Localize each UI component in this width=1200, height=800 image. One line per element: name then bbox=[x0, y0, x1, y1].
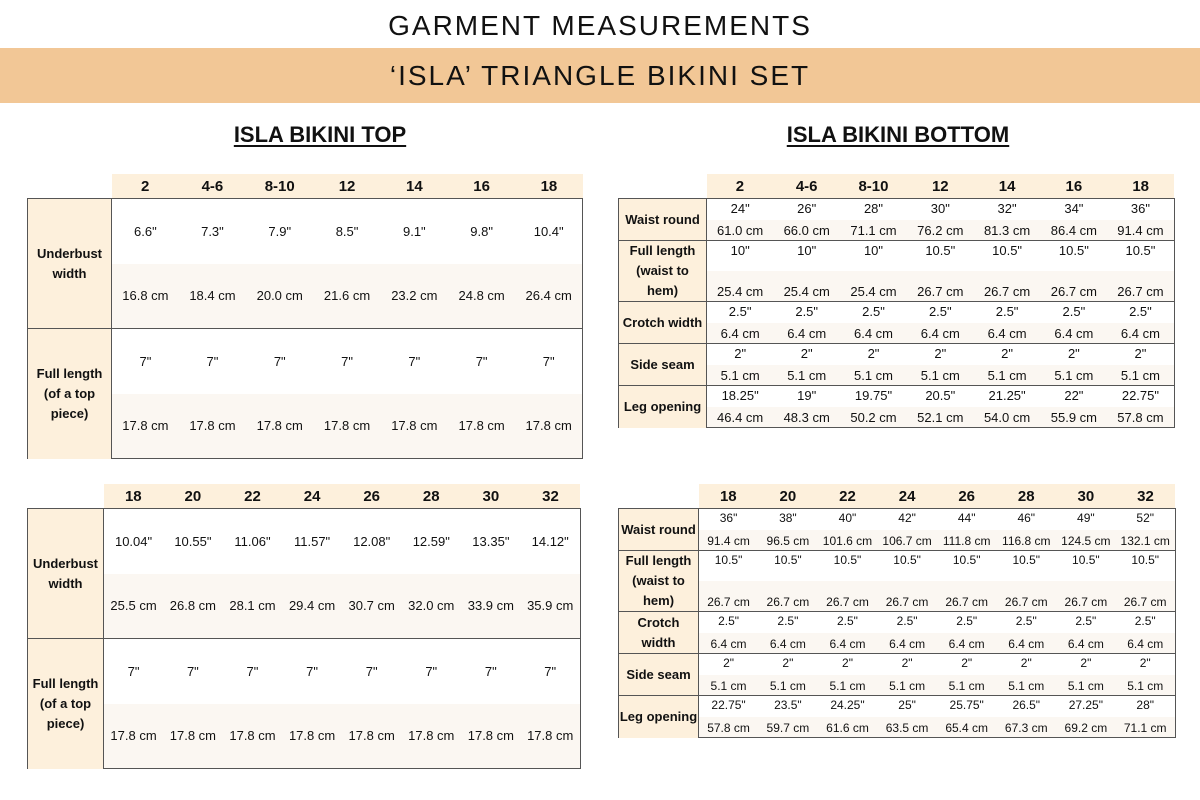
inch-value: 10" bbox=[773, 241, 840, 272]
inch-value: 12.59" bbox=[401, 509, 461, 574]
cm-value: 5.1 cm bbox=[974, 365, 1041, 386]
inch-value: 44" bbox=[937, 509, 997, 530]
inch-value: 2" bbox=[937, 654, 997, 675]
inch-value: 2.5" bbox=[1107, 302, 1174, 323]
cm-value: 26.7 cm bbox=[1040, 271, 1107, 302]
cm-value: 28.1 cm bbox=[223, 574, 283, 639]
measurement-row-inches bbox=[28, 199, 583, 264]
inch-value: 10.5" bbox=[877, 551, 937, 582]
cm-value: 26.4 cm bbox=[515, 264, 582, 329]
inch-value: 11.57" bbox=[282, 509, 342, 574]
cm-value: 5.1 cm bbox=[707, 365, 774, 386]
inch-value: 18.25" bbox=[707, 386, 774, 407]
size-header: 18 bbox=[699, 484, 759, 509]
inch-value: 2.5" bbox=[907, 302, 974, 323]
cm-value: 69.2 cm bbox=[1056, 717, 1116, 738]
inch-value: 2" bbox=[996, 654, 1056, 675]
inch-value: 26" bbox=[773, 199, 840, 220]
cm-value: 6.4 cm bbox=[1040, 323, 1107, 344]
row-label-waist-round: Waist round bbox=[619, 509, 699, 551]
size-header: 28 bbox=[996, 484, 1056, 509]
measurement-row-cm bbox=[619, 530, 1176, 551]
inch-value: 10.5" bbox=[974, 241, 1041, 272]
cm-value: 57.8 cm bbox=[699, 717, 759, 738]
bottom-table-small-sizes bbox=[618, 174, 1175, 428]
inch-value: 2.5" bbox=[974, 302, 1041, 323]
inch-value: 10.5" bbox=[818, 551, 878, 582]
inch-value: 10.4" bbox=[515, 199, 582, 264]
measurement-row-inches bbox=[619, 696, 1176, 717]
size-header: 30 bbox=[1056, 484, 1116, 509]
cm-value: 17.8 cm bbox=[448, 394, 515, 459]
inch-value: 25" bbox=[877, 696, 937, 717]
cm-value: 17.8 cm bbox=[282, 704, 342, 769]
cm-value: 76.2 cm bbox=[907, 220, 974, 241]
size-header: 24 bbox=[877, 484, 937, 509]
row-label-full-length: Full length (waist to hem) bbox=[619, 551, 699, 612]
inch-value: 34" bbox=[1040, 199, 1107, 220]
inch-value: 7" bbox=[163, 639, 223, 704]
cm-value: 5.1 cm bbox=[1116, 675, 1176, 696]
page-title: GARMENT MEASUREMENTS bbox=[388, 10, 812, 41]
inch-value: 2" bbox=[758, 654, 818, 675]
measurement-row-inches bbox=[619, 551, 1176, 582]
size-header: 20 bbox=[163, 484, 223, 509]
size-header: 16 bbox=[448, 174, 515, 199]
cm-value: 6.4 cm bbox=[974, 323, 1041, 344]
cm-value: 91.4 cm bbox=[699, 530, 759, 551]
inch-value: 40" bbox=[818, 509, 878, 530]
cm-value: 55.9 cm bbox=[1040, 407, 1107, 428]
measurement-row-inches bbox=[619, 302, 1175, 323]
cm-value: 17.8 cm bbox=[521, 704, 581, 769]
cm-value: 24.8 cm bbox=[448, 264, 515, 329]
top-table-large-sizes bbox=[27, 484, 581, 769]
cm-value: 91.4 cm bbox=[1107, 220, 1174, 241]
measurement-row-cm bbox=[28, 264, 583, 329]
cm-value: 5.1 cm bbox=[996, 675, 1056, 696]
measurement-row-inches bbox=[619, 612, 1176, 633]
inch-value: 19.75" bbox=[840, 386, 907, 407]
bottom-table-large-sizes bbox=[618, 484, 1176, 738]
cm-value: 17.8 cm bbox=[104, 704, 164, 769]
size-header: 4-6 bbox=[773, 174, 840, 199]
inch-value: 2.5" bbox=[1056, 612, 1116, 633]
cm-value: 17.8 cm bbox=[342, 704, 402, 769]
inch-value: 13.35" bbox=[461, 509, 521, 574]
size-header: 4-6 bbox=[179, 174, 246, 199]
inch-value: 6.6" bbox=[112, 199, 179, 264]
cm-value: 5.1 cm bbox=[1056, 675, 1116, 696]
size-header: 22 bbox=[223, 484, 283, 509]
cm-value: 67.3 cm bbox=[996, 717, 1056, 738]
cm-value: 26.7 cm bbox=[818, 581, 878, 612]
measurement-row-inches bbox=[619, 344, 1175, 365]
cm-value: 71.1 cm bbox=[1116, 717, 1176, 738]
inch-value: 2" bbox=[840, 344, 907, 365]
inch-value: 7" bbox=[448, 329, 515, 394]
cm-value: 6.4 cm bbox=[1116, 633, 1176, 654]
size-header: 18 bbox=[1107, 174, 1174, 199]
cm-value: 21.6 cm bbox=[313, 264, 380, 329]
cm-value: 25.4 cm bbox=[773, 271, 840, 302]
inch-value: 21.25" bbox=[974, 386, 1041, 407]
cm-value: 25.4 cm bbox=[840, 271, 907, 302]
inch-value: 27.25" bbox=[1056, 696, 1116, 717]
cm-value: 5.1 cm bbox=[818, 675, 878, 696]
inch-value: 10.5" bbox=[1056, 551, 1116, 582]
cm-value: 16.8 cm bbox=[112, 264, 179, 329]
cm-value: 48.3 cm bbox=[773, 407, 840, 428]
inch-value: 30" bbox=[907, 199, 974, 220]
size-header: 16 bbox=[1040, 174, 1107, 199]
size-header: 20 bbox=[758, 484, 818, 509]
inch-value: 10.5" bbox=[1107, 241, 1174, 272]
inch-value: 26.5" bbox=[996, 696, 1056, 717]
inch-value: 2" bbox=[1116, 654, 1176, 675]
inch-value: 52" bbox=[1116, 509, 1176, 530]
inch-value: 7" bbox=[104, 639, 164, 704]
inch-value: 10.5" bbox=[937, 551, 997, 582]
inch-value: 2.5" bbox=[1116, 612, 1176, 633]
inch-value: 10.5" bbox=[699, 551, 759, 582]
inch-value: 2.5" bbox=[707, 302, 774, 323]
cm-value: 26.7 cm bbox=[907, 271, 974, 302]
size-header: 26 bbox=[342, 484, 402, 509]
cm-value: 5.1 cm bbox=[840, 365, 907, 386]
cm-value: 32.0 cm bbox=[401, 574, 461, 639]
inch-value: 7" bbox=[342, 639, 402, 704]
inch-value: 2.5" bbox=[773, 302, 840, 323]
size-header: 32 bbox=[521, 484, 581, 509]
inch-value: 7" bbox=[223, 639, 283, 704]
inch-value: 32" bbox=[974, 199, 1041, 220]
cm-value: 81.3 cm bbox=[974, 220, 1041, 241]
cm-value: 116.8 cm bbox=[996, 530, 1056, 551]
size-header: 22 bbox=[818, 484, 878, 509]
cm-value: 26.7 cm bbox=[1116, 581, 1176, 612]
cm-value: 61.6 cm bbox=[818, 717, 878, 738]
size-header: 8-10 bbox=[840, 174, 907, 199]
inch-value: 9.1" bbox=[381, 199, 448, 264]
header-corner bbox=[619, 174, 707, 199]
cm-value: 30.7 cm bbox=[342, 574, 402, 639]
bottom-section-title: ISLA BIKINI BOTTOM bbox=[786, 122, 1010, 147]
size-header: 14 bbox=[381, 174, 448, 199]
cm-value: 17.8 cm bbox=[461, 704, 521, 769]
inch-value: 24" bbox=[707, 199, 774, 220]
inch-value: 2" bbox=[818, 654, 878, 675]
header-corner bbox=[619, 484, 699, 509]
cm-value: 17.8 cm bbox=[246, 394, 313, 459]
inch-value: 7" bbox=[515, 329, 582, 394]
measurement-row-inches bbox=[619, 386, 1175, 407]
size-header: 14 bbox=[974, 174, 1041, 199]
inch-value: 10.5" bbox=[1116, 551, 1176, 582]
cm-value: 26.7 cm bbox=[937, 581, 997, 612]
inch-value: 2" bbox=[1056, 654, 1116, 675]
size-header: 12 bbox=[313, 174, 380, 199]
cm-value: 54.0 cm bbox=[974, 407, 1041, 428]
cm-value: 63.5 cm bbox=[877, 717, 937, 738]
cm-value: 6.4 cm bbox=[877, 633, 937, 654]
top-table-small-sizes bbox=[27, 174, 583, 459]
cm-value: 26.7 cm bbox=[974, 271, 1041, 302]
inch-value: 28" bbox=[840, 199, 907, 220]
row-label-underbust-width: Underbust width bbox=[28, 199, 112, 329]
row-label-full-length: Full length (of a top piece) bbox=[28, 329, 112, 459]
cm-value: 6.4 cm bbox=[707, 323, 774, 344]
cm-value: 61.0 cm bbox=[707, 220, 774, 241]
inch-value: 46" bbox=[996, 509, 1056, 530]
inch-value: 22" bbox=[1040, 386, 1107, 407]
size-header: 18 bbox=[104, 484, 164, 509]
cm-value: 5.1 cm bbox=[773, 365, 840, 386]
cm-value: 52.1 cm bbox=[907, 407, 974, 428]
inch-value: 2" bbox=[699, 654, 759, 675]
measurement-row-cm bbox=[619, 717, 1176, 738]
cm-value: 96.5 cm bbox=[758, 530, 818, 551]
cm-value: 17.8 cm bbox=[313, 394, 380, 459]
cm-value: 26.7 cm bbox=[1107, 271, 1174, 302]
measurement-row-cm bbox=[619, 581, 1176, 612]
cm-value: 17.8 cm bbox=[179, 394, 246, 459]
inch-value: 10.5" bbox=[758, 551, 818, 582]
inch-value: 23.5" bbox=[758, 696, 818, 717]
size-header: 18 bbox=[515, 174, 582, 199]
inch-value: 12.08" bbox=[342, 509, 402, 574]
measurement-row-cm bbox=[28, 574, 581, 639]
measurement-row-cm bbox=[619, 633, 1176, 654]
inch-value: 22.75" bbox=[1107, 386, 1174, 407]
size-header: 24 bbox=[282, 484, 342, 509]
subtitle-banner: ‘ISLA’ TRIANGLE BIKINI SET bbox=[0, 48, 1200, 103]
size-header: 30 bbox=[461, 484, 521, 509]
cm-value: 46.4 cm bbox=[707, 407, 774, 428]
cm-value: 20.0 cm bbox=[246, 264, 313, 329]
cm-value: 65.4 cm bbox=[937, 717, 997, 738]
row-label-leg-opening: Leg opening bbox=[619, 696, 699, 738]
inch-value: 2" bbox=[877, 654, 937, 675]
size-header: 8-10 bbox=[246, 174, 313, 199]
cm-value: 6.4 cm bbox=[996, 633, 1056, 654]
inch-value: 24.25" bbox=[818, 696, 878, 717]
inch-value: 10.5" bbox=[1040, 241, 1107, 272]
inch-value: 36" bbox=[699, 509, 759, 530]
cm-value: 6.4 cm bbox=[1056, 633, 1116, 654]
measurement-row-cm bbox=[619, 675, 1176, 696]
inch-value: 7" bbox=[381, 329, 448, 394]
cm-value: 25.4 cm bbox=[707, 271, 774, 302]
inch-value: 7" bbox=[461, 639, 521, 704]
inch-value: 9.8" bbox=[448, 199, 515, 264]
cm-value: 26.8 cm bbox=[163, 574, 223, 639]
inch-value: 7.3" bbox=[179, 199, 246, 264]
measurement-row-inches bbox=[619, 199, 1175, 220]
cm-value: 111.8 cm bbox=[937, 530, 997, 551]
inch-value: 7" bbox=[112, 329, 179, 394]
row-label-side-seam: Side seam bbox=[619, 344, 707, 386]
row-label-underbust-width: Underbust width bbox=[28, 509, 104, 639]
cm-value: 66.0 cm bbox=[773, 220, 840, 241]
cm-value: 5.1 cm bbox=[937, 675, 997, 696]
cm-value: 17.8 cm bbox=[163, 704, 223, 769]
size-header: 2 bbox=[112, 174, 179, 199]
measurement-row-inches bbox=[619, 654, 1176, 675]
cm-value: 124.5 cm bbox=[1056, 530, 1116, 551]
inch-value: 20.5" bbox=[907, 386, 974, 407]
cm-value: 17.8 cm bbox=[112, 394, 179, 459]
measurement-row-inches bbox=[28, 329, 583, 394]
row-label-full-length: Full length (waist to hem) bbox=[619, 241, 707, 302]
cm-value: 57.8 cm bbox=[1107, 407, 1174, 428]
inch-value: 19" bbox=[773, 386, 840, 407]
inch-value: 10.04" bbox=[104, 509, 164, 574]
cm-value: 5.1 cm bbox=[699, 675, 759, 696]
inch-value: 42" bbox=[877, 509, 937, 530]
measurement-row-cm bbox=[28, 394, 583, 459]
cm-value: 6.4 cm bbox=[1107, 323, 1174, 344]
row-label-full-length: Full length (of a top piece) bbox=[28, 639, 104, 769]
inch-value: 2.5" bbox=[996, 612, 1056, 633]
cm-value: 29.4 cm bbox=[282, 574, 342, 639]
inch-value: 2.5" bbox=[818, 612, 878, 633]
inch-value: 10.5" bbox=[907, 241, 974, 272]
cm-value: 6.4 cm bbox=[818, 633, 878, 654]
inch-value: 2" bbox=[907, 344, 974, 365]
cm-value: 5.1 cm bbox=[1107, 365, 1174, 386]
cm-value: 26.7 cm bbox=[758, 581, 818, 612]
inch-value: 2" bbox=[773, 344, 840, 365]
cm-value: 35.9 cm bbox=[521, 574, 581, 639]
measurement-row-inches bbox=[28, 639, 581, 704]
cm-value: 101.6 cm bbox=[818, 530, 878, 551]
inch-value: 7" bbox=[313, 329, 380, 394]
inch-value: 14.12" bbox=[521, 509, 581, 574]
cm-value: 26.7 cm bbox=[1056, 581, 1116, 612]
cm-value: 5.1 cm bbox=[907, 365, 974, 386]
cm-value: 6.4 cm bbox=[758, 633, 818, 654]
cm-value: 18.4 cm bbox=[179, 264, 246, 329]
cm-value: 17.8 cm bbox=[401, 704, 461, 769]
cm-value: 5.1 cm bbox=[877, 675, 937, 696]
inch-value: 2" bbox=[1107, 344, 1174, 365]
cm-value: 50.2 cm bbox=[840, 407, 907, 428]
inch-value: 2.5" bbox=[840, 302, 907, 323]
inch-value: 11.06" bbox=[223, 509, 283, 574]
inch-value: 2" bbox=[974, 344, 1041, 365]
header-corner bbox=[28, 174, 112, 199]
inch-value: 7" bbox=[401, 639, 461, 704]
inch-value: 2" bbox=[1040, 344, 1107, 365]
row-label-leg-opening: Leg opening bbox=[619, 386, 707, 428]
cm-value: 71.1 cm bbox=[840, 220, 907, 241]
cm-value: 6.4 cm bbox=[937, 633, 997, 654]
inch-value: 10.55" bbox=[163, 509, 223, 574]
cm-value: 59.7 cm bbox=[758, 717, 818, 738]
inch-value: 36" bbox=[1107, 199, 1174, 220]
cm-value: 26.7 cm bbox=[996, 581, 1056, 612]
inch-value: 2.5" bbox=[877, 612, 937, 633]
cm-value: 26.7 cm bbox=[877, 581, 937, 612]
inch-value: 7" bbox=[179, 329, 246, 394]
cm-value: 33.9 cm bbox=[461, 574, 521, 639]
inch-value: 7" bbox=[282, 639, 342, 704]
measurement-row-inches bbox=[619, 241, 1175, 272]
cm-value: 6.4 cm bbox=[840, 323, 907, 344]
inch-value: 49" bbox=[1056, 509, 1116, 530]
cm-value: 23.2 cm bbox=[381, 264, 448, 329]
inch-value: 22.75" bbox=[699, 696, 759, 717]
cm-value: 132.1 cm bbox=[1116, 530, 1176, 551]
inch-value: 7.9" bbox=[246, 199, 313, 264]
inch-value: 25.75" bbox=[937, 696, 997, 717]
size-header: 12 bbox=[907, 174, 974, 199]
size-header: 2 bbox=[707, 174, 774, 199]
size-header: 28 bbox=[401, 484, 461, 509]
cm-value: 86.4 cm bbox=[1040, 220, 1107, 241]
size-header: 32 bbox=[1116, 484, 1176, 509]
measurement-row-inches bbox=[28, 509, 581, 574]
inch-value: 10.5" bbox=[996, 551, 1056, 582]
cm-value: 106.7 cm bbox=[877, 530, 937, 551]
inch-value: 10" bbox=[840, 241, 907, 272]
row-label-waist-round: Waist round bbox=[619, 199, 707, 241]
inch-value: 2.5" bbox=[699, 612, 759, 633]
inch-value: 2.5" bbox=[937, 612, 997, 633]
cm-value: 17.8 cm bbox=[515, 394, 582, 459]
inch-value: 10" bbox=[707, 241, 774, 272]
row-label-crotch-width: Crotch width bbox=[619, 612, 699, 654]
cm-value: 25.5 cm bbox=[104, 574, 164, 639]
inch-value: 28" bbox=[1116, 696, 1176, 717]
size-header: 26 bbox=[937, 484, 997, 509]
cm-value: 6.4 cm bbox=[907, 323, 974, 344]
inch-value: 2.5" bbox=[758, 612, 818, 633]
cm-value: 17.8 cm bbox=[223, 704, 283, 769]
top-section-title: ISLA BIKINI TOP bbox=[233, 122, 407, 147]
cm-value: 26.7 cm bbox=[699, 581, 759, 612]
measurement-row-inches bbox=[619, 509, 1176, 530]
inch-value: 38" bbox=[758, 509, 818, 530]
cm-value: 6.4 cm bbox=[699, 633, 759, 654]
row-label-crotch-width: Crotch width bbox=[619, 302, 707, 344]
inch-value: 2" bbox=[707, 344, 774, 365]
cm-value: 6.4 cm bbox=[773, 323, 840, 344]
inch-value: 7" bbox=[521, 639, 581, 704]
inch-value: 8.5" bbox=[313, 199, 380, 264]
cm-value: 5.1 cm bbox=[758, 675, 818, 696]
cm-value: 17.8 cm bbox=[381, 394, 448, 459]
cm-value: 5.1 cm bbox=[1040, 365, 1107, 386]
header-corner bbox=[28, 484, 104, 509]
inch-value: 7" bbox=[246, 329, 313, 394]
measurement-row-cm bbox=[28, 704, 581, 769]
row-label-side-seam: Side seam bbox=[619, 654, 699, 696]
inch-value: 2.5" bbox=[1040, 302, 1107, 323]
